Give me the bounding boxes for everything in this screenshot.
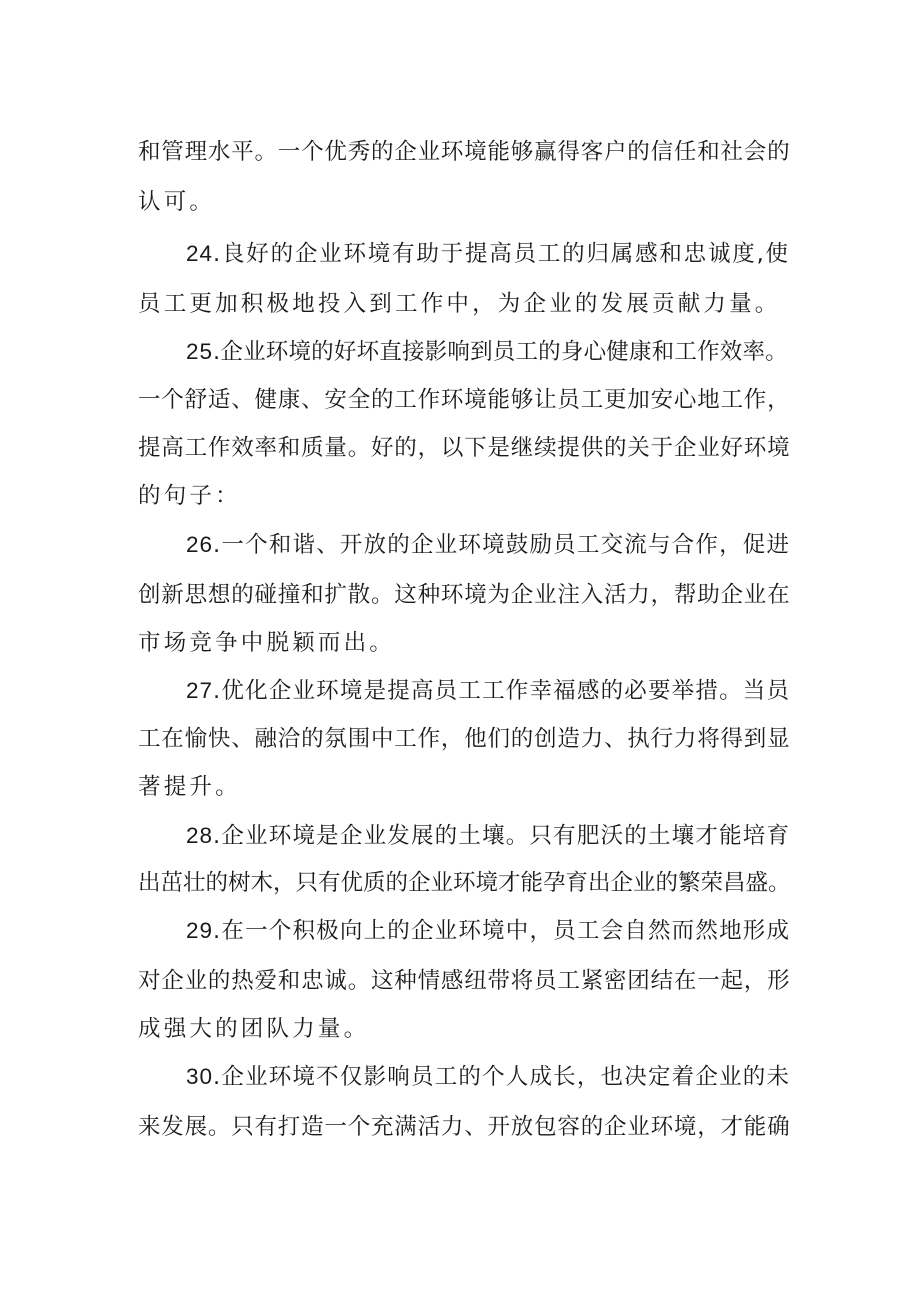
- text-line: 的句子：: [138, 483, 241, 509]
- text-line: 著提升。: [138, 774, 241, 800]
- text-line: 员工更加积极地投入到工作中，为企业的发展贡献力量。: [138, 291, 781, 317]
- paragraph-30-first-line: [186, 1057, 790, 1097]
- item-number: 28: [186, 823, 214, 848]
- text-line: 对企业的热爱和忠诚。这种情感纽带将员工紧密团结在一起，形: [138, 968, 791, 994]
- text-line: 认可。: [138, 189, 216, 215]
- item-number: 27: [186, 678, 214, 703]
- text-line: 工在愉快、融洽的氛围中工作，他们的创造力、执行力将得到显: [138, 726, 791, 752]
- text-line: .优化企业环境是提高员工工作幸福感的必要举措。当员: [213, 678, 791, 704]
- paragraph-28-first-line: [186, 816, 790, 856]
- text-line: .良好的企业环境有助于提高员工的归属感和忠诚度,使: [213, 241, 790, 267]
- text-line: 出茁壮的树木，只有优质的企业环境才能孕育出企业的繁荣昌盛。: [138, 870, 791, 896]
- paragraph-25-first-line: [186, 332, 788, 372]
- item-number: 26: [186, 532, 214, 557]
- item-number: 30: [186, 1064, 214, 1089]
- item-number: 24: [186, 241, 214, 266]
- item-number: 25: [186, 339, 214, 364]
- paragraph-24-first-line: [186, 234, 790, 274]
- text-line: .企业环境不仅影响员工的个人成长，也决定着企业的未: [213, 1064, 791, 1090]
- text-line: .企业环境的好坏直接影响到员工的身心健康和工作效率。: [213, 339, 788, 365]
- text-line: 成强大的团队力量。: [138, 1016, 370, 1042]
- paragraph-29-first-line: [186, 911, 790, 951]
- paragraph-26-first-line: [186, 525, 790, 565]
- text-line: .在一个积极向上的企业环境中，员工会自然而然地形成: [213, 918, 791, 944]
- text-line: 来发展。只有打造一个充满活力、开放包容的企业环境，才能确: [138, 1114, 791, 1140]
- text-line: 市场竞争中脱颖而出。: [138, 630, 396, 656]
- text-line: 提高工作效率和质量。好的，以下是继续提供的关于企业好环境: [138, 435, 791, 461]
- item-number: 29: [186, 918, 214, 943]
- text-line: .一个和谐、开放的企业环境鼓励员工交流与合作，促进: [213, 532, 791, 558]
- text-line: 创新思想的碰撞和扩散。这种环境为企业注入活力，帮助企业在: [138, 582, 791, 608]
- text-line: 和管理水平。一个优秀的企业环境能够赢得客户的信任和社会的: [138, 139, 791, 165]
- text-line: 一个舒适、健康、安全的工作环境能够让员工更加安心地工作，: [138, 387, 791, 413]
- paragraph-27-first-line: [186, 671, 790, 711]
- text-line: .企业环境是企业发展的土壤。只有肥沃的土壤才能培育: [213, 823, 791, 849]
